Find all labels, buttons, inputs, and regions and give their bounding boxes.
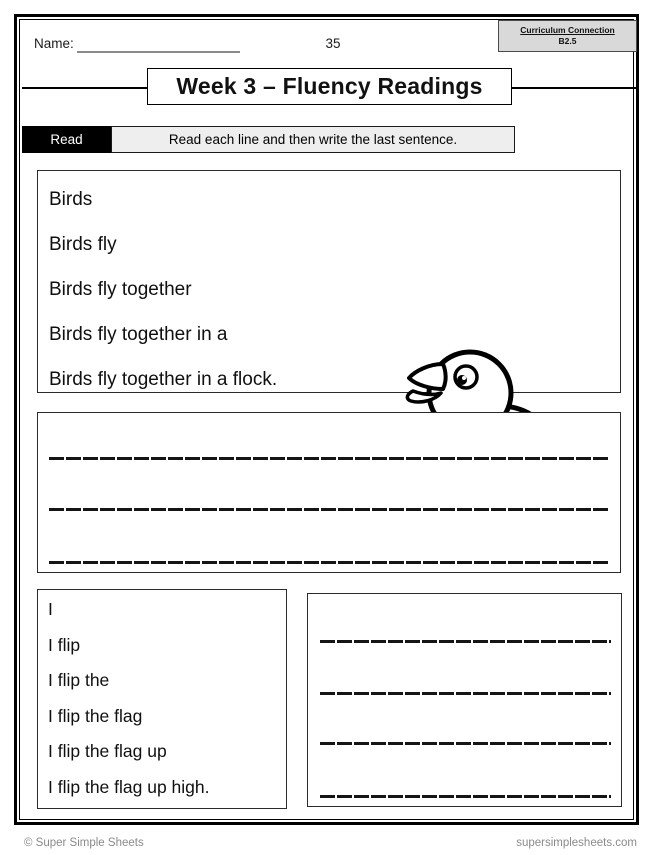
- name-label: Name:: [34, 36, 74, 51]
- handwriting-line: [49, 508, 609, 511]
- reading-line: Birds fly together: [49, 279, 192, 300]
- handwriting-line: [320, 640, 611, 643]
- reading-line: I flip the flag up: [48, 741, 167, 762]
- page-title: Week 3 – Fluency Readings: [147, 68, 512, 105]
- footer-copyright: © Super Simple Sheets: [24, 837, 144, 849]
- reading-line: Birds fly together in a flock.: [49, 369, 278, 390]
- writing-area-1: [37, 412, 621, 573]
- curriculum-connection-title: Curriculum Connection: [520, 25, 615, 35]
- reading-line: Birds fly together in a: [49, 324, 228, 345]
- reading-line: I flip: [48, 634, 81, 655]
- instruction-text: Read each line and then write the last sentence.: [111, 126, 515, 153]
- reading-line: Birds fly: [49, 234, 117, 255]
- handwriting-line: [320, 795, 611, 798]
- reading-line: Birds: [49, 189, 93, 210]
- reading-passage-2-box: [37, 589, 287, 809]
- writing-area-2: [307, 593, 622, 807]
- handwriting-line: [320, 742, 611, 745]
- reading-line: I: [48, 599, 53, 619]
- curriculum-connection-badge: [498, 20, 637, 52]
- reading-passage-2-lines: [48, 592, 282, 806]
- reading-line: I flip the flag up high.: [48, 776, 210, 797]
- handwriting-line: [320, 692, 611, 695]
- name-blank-line: [77, 51, 240, 53]
- curriculum-connection-code: B2.5: [558, 36, 577, 46]
- handwriting-line: [49, 457, 609, 460]
- reading-passage-1-lines: [49, 177, 380, 402]
- reading-line: I flip the: [48, 670, 110, 691]
- page-number: 35: [325, 36, 341, 51]
- reading-line: I flip the flag: [48, 705, 143, 726]
- reading-passage-1-box: [37, 170, 621, 393]
- handwriting-line: [49, 561, 609, 564]
- read-tab-label: Read: [22, 126, 111, 153]
- footer-website: supersimplesheets.com: [516, 837, 637, 849]
